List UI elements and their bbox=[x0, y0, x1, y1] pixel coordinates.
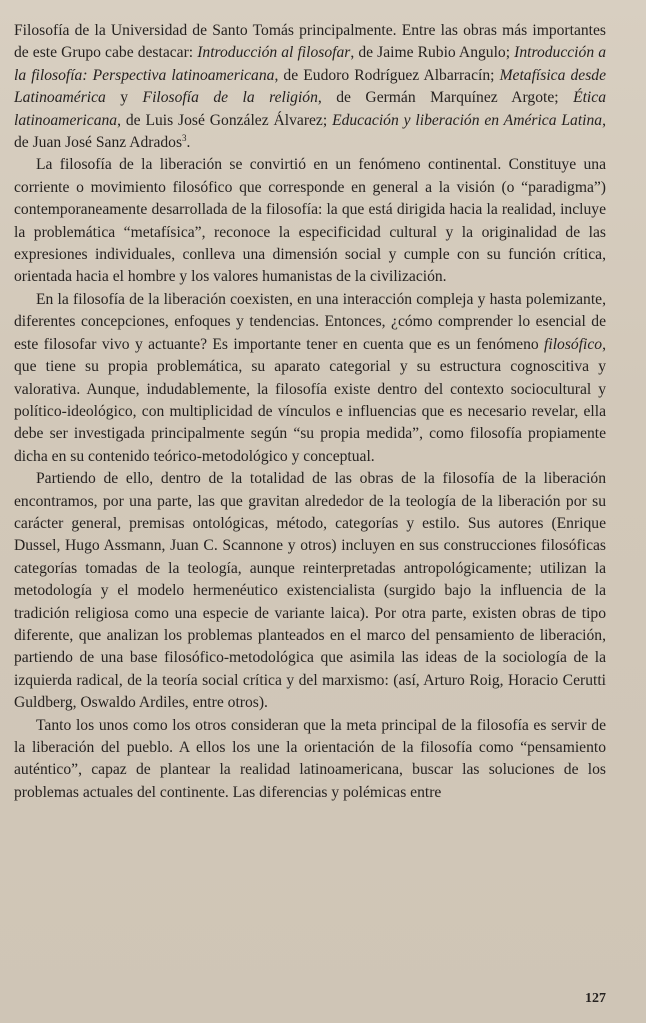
body-text bbox=[14, 20, 606, 804]
emphasis: filosófico bbox=[544, 335, 603, 353]
book-title: Educación y liberación en América Latina bbox=[332, 111, 603, 129]
book-title: Ética latinoamericana bbox=[14, 89, 606, 129]
paragraph: Partiendo de ello, dentro de la totalidad de las obras de la filosofía de la liberación encontramos, por una parte, las que gravitan alrededor de la teología de la liberación por su carácter general, premisas ontológicas, método, categorías y estilo. Sus autores (Enrique Dussel, Hugo Assmann, Juan C. Scannone y otros) incluyen en sus construcciones filosóficas categorías tomadas de la teología, aunque reinterpretadas antropológicamente; utilizan la metodología y el modelo hermenéutico existencialista (surgido bajo la influencia de la tradición religiosa como una especie de variante laica). Por otra parte, existen obras de tipo diferente, que analizan los problemas planteados en el marco del pensamiento de liberación, partiendo de una base filosófico-metodológica que asimila las ideas de la sociología de la izquierda radical, de la teoría social crítica y del marxismo: (así, Arturo Roig, Horacio Cerutti Guldberg, Oswaldo Ardiles, entre otros). bbox=[14, 470, 606, 712]
text-run: , de Luis José González Álvarez; bbox=[117, 111, 333, 129]
text-run: Filosofía de la Universidad de Santo Tomás principalmente. Entre las obras más importantes de este Grupo cabe destacar: bbox=[14, 22, 606, 62]
text-run: , de Jaime Rubio Angulo; bbox=[350, 44, 515, 62]
book-title: Metafísica desde Latinoamérica bbox=[14, 66, 606, 107]
book-title: Introducción a la filosofía: Perspectiva latinoamericana bbox=[14, 44, 606, 84]
page-number: 127 bbox=[585, 991, 606, 1006]
book-title: Filosofía de la religión bbox=[142, 89, 318, 107]
text-run: , que tiene su propia problemática, su aparato categorial y su estructura cognoscitiva y valorativa. Aunque, indudablemente, la filosofía existe dentro del contexto sociocultural y político-ideológico, con multiplicidad de vínculos e influencias que es necesario revelar, ella debe ser investigada principalmente según “su propia medida”, como filosofía propiamente dicha en su contenido teórico-metodológico y conceptual. bbox=[14, 335, 606, 465]
footnote-marker: 3 bbox=[182, 132, 187, 143]
text-run: , de Eudoro Rodríguez Albarracín; bbox=[274, 66, 500, 84]
text-run: En la filosofía de la liberación coexisten, en una interacción compleja y hasta polemizante, diferentes concepciones, enfoques y tendencias. Entonces, ¿cómo comprender lo esencial de este filosofar vivo y actuante? Es importante tener en cuenta que es un fenómeno bbox=[14, 290, 606, 353]
paragraph-continuation bbox=[14, 20, 606, 154]
paragraph bbox=[14, 289, 606, 468]
paragraph: Tanto los unos como los otros consideran que la meta principal de la filosofía es servir de la liberación del pueblo. A ellos los une la orientación de la filosofía como “pensamiento auténtico”, capaz de plantear la realidad latinoamericana, buscar las soluciones de los problemas actuales del continente. Las diferencias y polémicas entre bbox=[14, 716, 606, 801]
text-run: , de Juan José Sanz Adrados bbox=[14, 111, 607, 152]
paragraph: La filosofía de la liberación se convirtió en un fenómeno continental. Constituye una corriente o movimiento filosófico que corresponde en general a la visión (o “paradigma”) contemporaneamente desarrollada de la filosofía: la que está dirigida hacia la realidad, incluye la problemática “metafísica”, reconoce la especificidad cultural y la originalidad de las expresiones individuales, conlleva una dimensión social y cumple con su función crítica, orientada hacia el hombre y los valores humanistas de la civilización. bbox=[14, 156, 606, 286]
text-run: , de Germán Marquínez Argote; bbox=[317, 89, 574, 107]
book-title: Introducción al filosofar bbox=[197, 44, 351, 62]
text-run: y bbox=[105, 89, 143, 107]
text-run: . bbox=[186, 134, 191, 152]
